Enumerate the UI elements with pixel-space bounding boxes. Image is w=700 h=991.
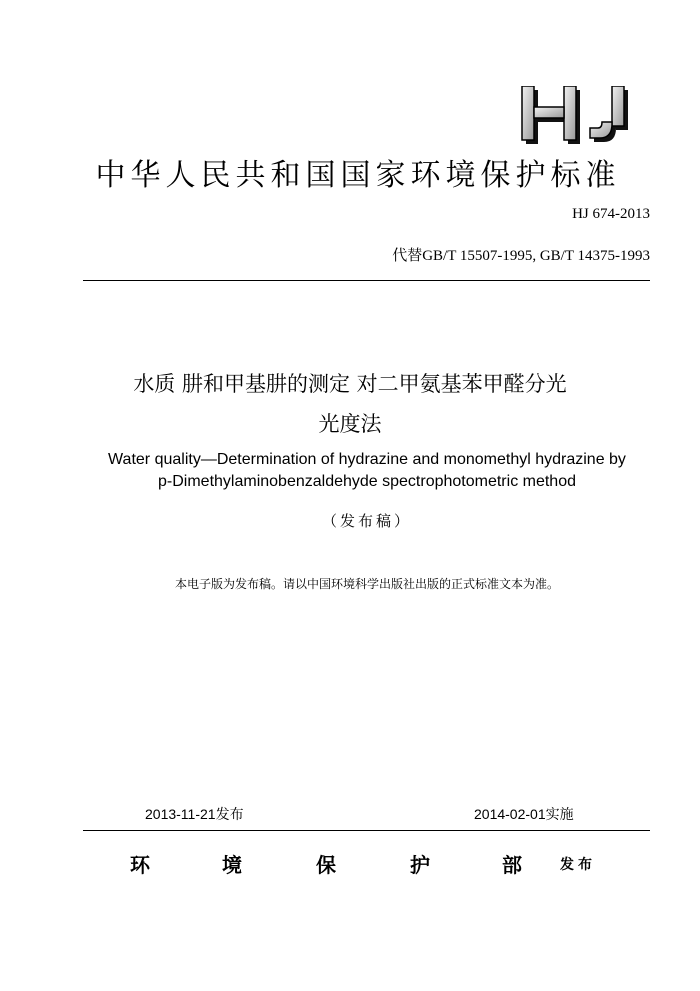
bottom-divider — [83, 830, 650, 831]
replaces-standards: 代替GB/T 15507-1995, GB/T 14375-1993 — [392, 248, 650, 264]
issuer-char: 境 — [222, 853, 242, 877]
title-en-line2: p-Dimethylaminobenzaldehyde spectrophotometric method — [158, 473, 576, 490]
issuer-char: 护 — [410, 853, 430, 877]
issuer-char: 保 — [316, 853, 336, 877]
implementation-date: 2014-02-01实施 — [474, 806, 574, 822]
draft-label: （发布稿） — [321, 512, 412, 530]
issuer-char: 环 — [130, 853, 150, 877]
top-divider — [83, 280, 650, 281]
issuer-char: 部 — [502, 853, 522, 877]
org-title: 中华人民共和国国家环境保护标准 — [95, 158, 621, 193]
title-cn-line2: 光度法 — [318, 412, 382, 436]
title-en-line1: Water quality—Determination of hydrazine and monomethyl hydrazine by — [108, 451, 626, 468]
hj-logo — [520, 86, 636, 146]
issuer-suffix: 发布 — [560, 857, 596, 873]
title-cn-line1: 水质 肼和甲基肼的测定 对二甲氨基苯甲醛分光 — [133, 372, 567, 396]
electronic-version-notice: 本电子版为发布稿。请以中国环境科学出版社出版的正式标准文本为准。 — [174, 577, 559, 591]
issue-date: 2013-11-21发布 — [145, 806, 244, 822]
standard-number: HJ 674-2013 — [572, 206, 650, 222]
